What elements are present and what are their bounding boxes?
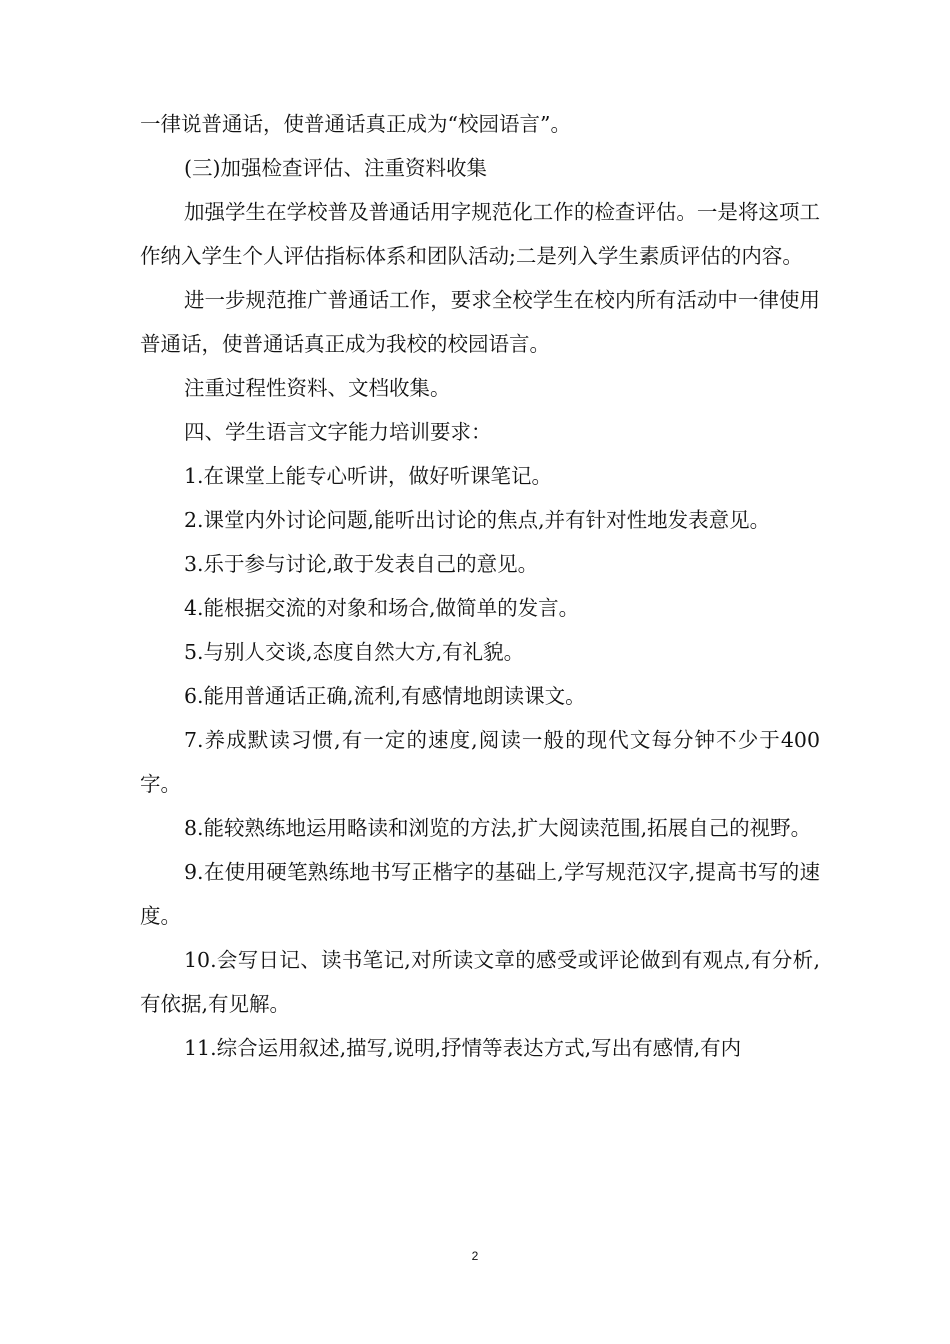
- list-item-10: 10.会写日记、读书笔记,对所读文章的感受或评论做到有观点,有分析,有依据,有见解。: [140, 948, 820, 1016]
- paragraph-0: 一律说普通话，使普通话真正成为“校园语言”。: [140, 112, 571, 136]
- list-item-7: 7.养成默读习惯,有一定的速度,阅读一般的现代文每分钟不少于400字。: [140, 728, 820, 796]
- list-item-11: 11.综合运用叙述,描写,说明,抒情等表达方式,写出有感情,有内: [184, 1036, 742, 1060]
- list-item-3: 3.乐于参与讨论,敢于发表自己的意见。: [184, 552, 539, 576]
- list-item-6: 6.能用普通话正确,流利,有感情地朗读课文。: [184, 684, 586, 708]
- document-body: [140, 102, 820, 1070]
- list-item-4: 4.能根据交流的对象和场合,做简单的发言。: [184, 596, 580, 620]
- paragraph-1: (三)加强检查评估、注重资料收集: [184, 156, 487, 180]
- list-item-2: 2.课堂内外讨论问题,能听出讨论的焦点,并有针对性地发表意见。: [184, 508, 771, 532]
- list-item-1: 1.在课堂上能专心听讲，做好听课笔记。: [184, 464, 553, 488]
- page-number: 2: [471, 1249, 479, 1263]
- paragraph-3: 进一步规范推广普通话工作，要求全校学生在校内所有活动中一律使用普通话，使普通话真正成为我校的校园语言。: [140, 288, 820, 356]
- list-item-9: 9.在使用硬笔熟练地书写正楷字的基础上,学写规范汉字,提高书写的速度。: [140, 860, 820, 928]
- list-item-5: 5.与别人交谈,态度自然大方,有礼貌。: [184, 640, 525, 664]
- paragraph-2: 加强学生在学校普及普通话用字规范化工作的检查评估。一是将这项工作纳入学生个人评估指标体系和团队活动;二是列入学生素质评估的内容。: [140, 200, 820, 268]
- section-heading-4: 四、学生语言文字能力培训要求：: [184, 420, 492, 444]
- list-item-8: 8.能较熟练地运用略读和浏览的方法,扩大阅读范围,拓展自己的视野。: [184, 816, 812, 840]
- paragraph-4: 注重过程性资料、文档收集。: [184, 376, 451, 400]
